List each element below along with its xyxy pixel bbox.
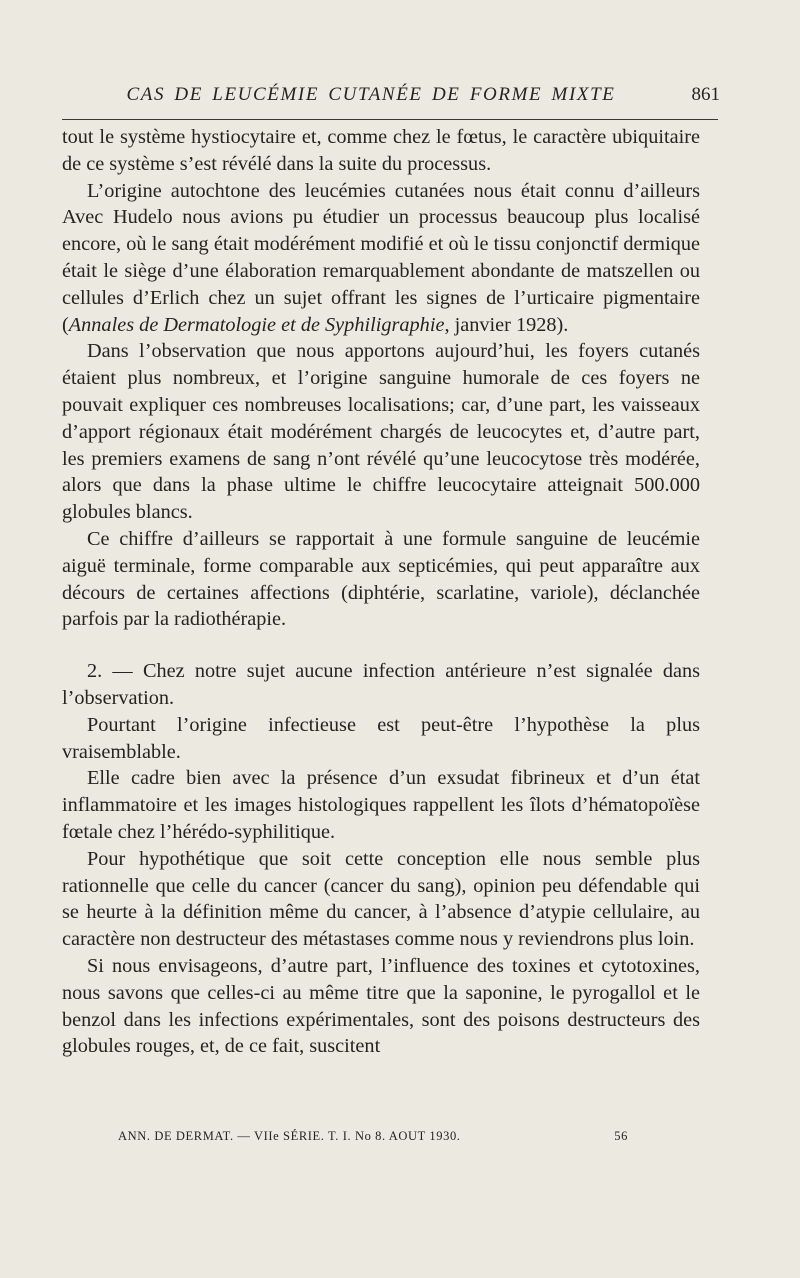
citation-date: , janvier 1928).	[444, 313, 569, 336]
page-number: 861	[691, 84, 720, 105]
paragraph-origine: Pourtant l’origine infectieuse est peut-être l’hypothèse la plus vraisemblable.	[62, 713, 700, 763]
paragraph-section-2: 2. — Chez notre sujet aucune infection antérieure n’est signalée dans l’observation.	[62, 660, 700, 709]
header-rule	[62, 119, 718, 120]
paragraph-toxines: Si nous envisageons, d’autre part, l’influence des toxines et cytotoxines, nous savons que celles-ci au même titre que la saponine, le pyrogallol et le benzol dans les infections expérimentales, sont des poisons destructeurs des globules rouges, et, de ce fait, suscitent	[62, 954, 700, 1058]
running-title: CAS DE LEUCÉMIE CUTANÉE DE FORME MIXTE	[126, 84, 616, 105]
journal-line: ANN. DE DERMAT. — VIIe SÉRIE. T. I. No 8. AOUT 1930.	[118, 1129, 461, 1143]
paragraph-hudelo	[62, 178, 700, 339]
signature-mark: 56	[614, 1129, 628, 1143]
paragraph-exsudat: Elle cadre bien avec la présence d’un exsudat fibrineux et d’un état inflammatoire et les images histologiques rappellent les îlots d’hématopoïèse fœtale chez l’hérédo-syphilitique.	[62, 767, 700, 843]
paragraph-cancer: Pour hypothétique que soit cette conception elle nous semble plus rationnelle que celle du cancer (cancer du sang), opinion peu défendable qui se heurte à la définition même du cancer, à l’absence d’atypie cellulaire, au caractère non destructeur des métastases comme nous y reviendrons plus loin.	[62, 847, 700, 951]
body-text	[62, 124, 700, 1060]
paragraph-continuation: tout le système hystiocytaire et, comme chez le fœtus, le caractère ubiquitaire de ce système s’est révélé dans la suite du processus.	[62, 126, 700, 175]
running-head	[62, 84, 720, 114]
paragraph-formule: Ce chiffre d’ailleurs se rapportait à une formule sanguine de leucémie aiguë terminale, forme comparable aux septicémies, qui peut apparaître aux décours de certaines affections (diphtérie, scarlatine, variole), déclanchée parfois par la radiothérapie.	[62, 527, 700, 631]
journal-citation: Annales de Dermatologie et de Syphiligraphie	[68, 313, 445, 336]
paragraph-text: L’origine autochtone des leucémies cutanées nous était connu d’ailleurs Avec Hudelo nous avions pu étudier un processus beaucoup plus localisé encore, où le sang était modérément modifié et où le tissu conjonctif dermique était le siège d’une élaboration remarquablement abondante de matszellen ou cellules d’Erlich chez un sujet offrant les signes de l’urticaire pigmentaire (	[62, 179, 700, 336]
paragraph-observation: Dans l’observation que nous apportons aujourd’hui, les foyers cutanés étaient plus nombreux, et l’origine sanguine humorale de ces foyers ne pouvait expliquer ces nombreuses localisations; car, d’une part, les vaisseaux d’apport régionaux était modérément chargés de leucocytes et, d’autre part, les premiers examens de sang n’ont révélé qu’une leucocytose très modérée, alors que dans la phase ultime le chiffre leucocytaire atteignait 500.000 globules blancs.	[62, 340, 700, 524]
